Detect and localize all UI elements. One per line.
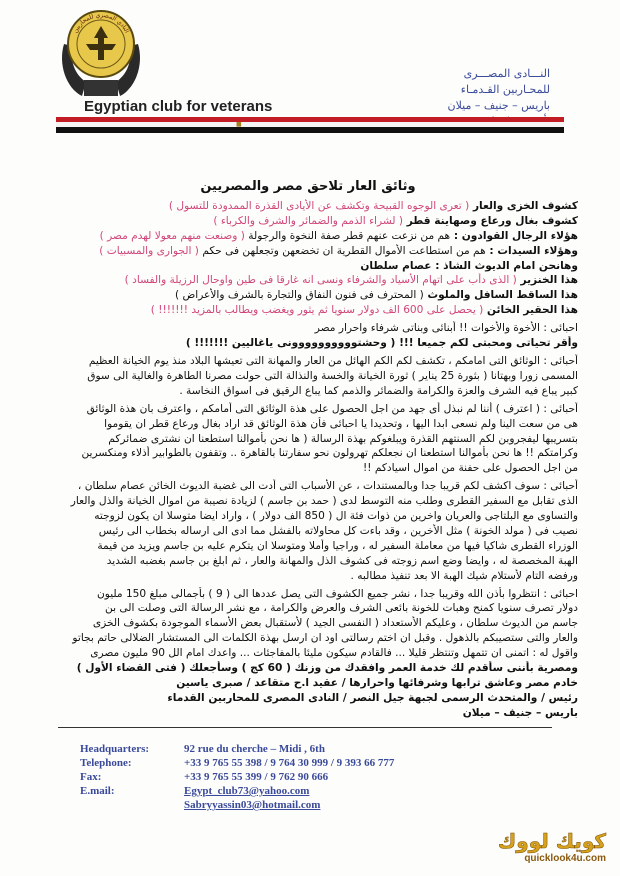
letter-line <box>38 446 578 461</box>
line-text: أحبائى : سوف اكشف لكم قريبا جدا وبالمستندات ، عن الأسباب التى أدت الى غضبة الديوث الخائن عصام سلطان ، <box>77 480 578 493</box>
line-text: وهانحن امام الديوث الشاذ : عصام سلطان <box>360 259 578 272</box>
highlighted-phrase: ( الجوارى والمسبيات ) <box>99 244 199 257</box>
highlighted-phrase: ( الذى دأب على اتهام الأسياد والشرفاء ونسى انه غارقا فى طين واوحال الرزيلة والفساد ) <box>124 274 517 287</box>
letter-line <box>38 432 578 447</box>
letter-line <box>38 336 578 351</box>
letter-line <box>38 601 578 616</box>
footer-telephone <box>80 756 500 770</box>
line-text: الذى تقابل مع السفير القطرى وطلب منه التوسط لدى ( حمد بن جاسم ) لزيادة نصيبة من اموال الخيانة والذل والعار <box>70 495 578 508</box>
line-text: رئيس / والمتحدث الرسمى لجبهة جيل النصر / النادى المصرى للمحاربين القدماء <box>167 691 578 704</box>
letter-line <box>38 494 578 509</box>
letter-line <box>38 214 578 229</box>
fax-label: Fax: <box>80 771 102 783</box>
line-text: هى من سعت الينا ولم نسعى ابدا اليها ، وتحديدا يا احبائى فأن هذة الوثائق قد اراد بغال ورعاع قطر ان يقوموا <box>104 417 578 430</box>
club-logo-emblem <box>56 4 146 102</box>
line-text: جاسم من الديوث سلطان ، وعليكم الأستعداد ( النفسى الجيد ) لأستقبال بعض الأسماء الموجودة بكشوف الخزى <box>92 617 578 630</box>
line-text: نصيب فى ( مولد الخونة ) مثل الأخرين ، وقد باءت كل محاولاته بالفشل مما ادى الى ارساله بخطاب الى رئيس <box>98 524 578 537</box>
watermark-url: quicklook4u.com <box>524 853 606 864</box>
letter-line <box>38 569 578 584</box>
line-text: هذا الحقير الخائن <box>483 304 578 317</box>
line-text: هم من استطاعت الأموال القطرية ان تخضعهن وتجعلهن فى حكم <box>198 244 486 257</box>
flag-eagle-icon: ■ <box>236 121 242 128</box>
flag-black-band <box>56 127 564 133</box>
logo-arc-text: النادي المصري للمحاربين <box>71 11 131 35</box>
line-text: كشوف بغال ورعاع وصهاينة قطر <box>403 214 578 227</box>
line-text: كبير يباع فيه الشرف والعزة والكرامة والضمائر والذمم كما يباع الرقيق فى اسواق النخاسة . <box>179 384 578 397</box>
line-text: والعار والتى ستصيبكم بالذهول . وقبل ان اختم رسالتى اود ان ارسل بهذة الكلمات الى المستشار الضلالى حاتم بجاتو <box>72 632 578 645</box>
letter-line <box>38 321 578 336</box>
letter-line <box>38 554 578 569</box>
letter-line <box>38 259 578 274</box>
email-label: E.mail: <box>80 785 115 797</box>
watermark <box>498 829 606 864</box>
highlighted-phrase: ( وصنعت منهم معولا لهدم مصر ) <box>99 229 245 242</box>
letter-title: وثائق العار تلاحق مصر والمصريين <box>200 179 416 194</box>
club-name-arabic-line1: النـــادى المصـــرى <box>463 67 550 80</box>
letter-line <box>38 229 578 244</box>
letter-line <box>38 273 578 288</box>
tel-label: Telephone: <box>80 757 132 769</box>
letter-line <box>38 417 578 432</box>
line-text: دولار تصرف سنويا كمنح وهبات للخونة بائعى الشرف والعرض والكرامة ، مع نشر الرسالة التى وصلت الى بن <box>105 602 578 615</box>
letter-line <box>38 539 578 554</box>
line-text: بتسريبها ليفجروبن لكم السنتهم القذرة ويبلغوكم بهذة الرسالة ( ها نحن بأموالنا استطعنا ان نشترى ضمائركم <box>108 432 578 445</box>
hq-label: Headquarters: <box>80 743 150 755</box>
line-text: والتساوى مع البلتاجى والعريان واخرين من ذوات فئة ال ( 850 الف دولار ) ، واراد ايضا متوسلا ان يكون لزوجته <box>94 510 578 523</box>
line-text: الوزراء القطرى شاكيا فيها من معاملة السفير له ، وراجيا وأملا ومتوسلا ان يتكرم عليه بن جاسم ويزيد من قيمة <box>97 539 578 552</box>
letter-line <box>38 461 578 476</box>
line-text: ( المحترف فى فنون النفاق والتجارة بالشرف والأعراض ) <box>174 289 424 302</box>
line-text: هذا الساقط السافل والملوث <box>423 289 578 302</box>
line-text: أحبائى : الوثائق التى امامكم ، تكشف لكم الكم الهائل من العار والمهانة التى تعيشها البلاد منذ يوم الخيانة العظيم <box>88 354 578 367</box>
letter-line <box>38 479 578 494</box>
footer-headquarters <box>80 742 500 756</box>
line-text: خادم مصر وعاشق ترابها وشرفائها واحرارها / عقيد ا.ح متقاعد / صبرى ياسين <box>176 677 578 689</box>
letter-line <box>38 631 578 646</box>
line-text: وهؤلاء السيدات : <box>485 244 578 257</box>
letter-line <box>38 661 578 676</box>
email-link-yahoo[interactable]: Egypt_club73@yahoo.com <box>184 785 310 797</box>
letter-line <box>38 303 578 318</box>
line-text: هم من نزعت عنهم قطر صفة النخوة والرجولة <box>244 229 451 242</box>
line-text: من اجل الحصول على حفنة من اموال اسيادكم !! <box>362 462 578 475</box>
tel-numbers: +33 9 765 55 398 / 9 764 30 999 / 9 393 66 777 <box>184 757 395 769</box>
letter-body <box>38 180 578 721</box>
letter-line <box>38 384 578 399</box>
line-text: أحبائى : ( اعترف ) أننا لم نبذل أى جهد من اجل الحصول على هذة الوثائق التى أمامكم ، واعترف بان هذة الوثائق <box>86 402 578 415</box>
letter-line <box>38 288 578 303</box>
letter-line <box>38 616 578 631</box>
letter-line <box>38 402 578 417</box>
footer-fax <box>80 770 500 784</box>
letter-line <box>38 706 578 721</box>
line-text: احبائى : انتظروا بأذن الله وقريبا جدا ، نشر جميع الكشوف التى يصل عددها الى ( 9 ) بأجمالى مبلغ 150 مليون <box>96 587 578 600</box>
line-text: هؤلاء الرجال القوادون : <box>450 229 578 242</box>
letter-line <box>38 369 578 384</box>
letter-line <box>38 244 578 259</box>
flag-white-band <box>56 122 564 127</box>
letter-line <box>38 691 578 706</box>
club-locations: باريس – جنيف – ميلان <box>447 99 550 112</box>
club-name-english: Egyptian club for veterans <box>84 98 273 115</box>
line-text: ورفضه التام لأستلام شيك الهبة الا بعد تنفيذ مطالبه . <box>350 569 578 582</box>
line-text: احبائى : الأخوة والأخوات !! أبنائى وبناتى شرفاء واحرار مصر <box>314 322 578 335</box>
line-text: وكرامتكم !! ها نحن بأموالنا استطعنا ان نجعلكم تهرولون نحو سفارتنا بالقاهرة .. وتقفون بالطوابير أذلاء ومنكسرين <box>81 447 578 460</box>
line-text: واقول له : اتمنى ان تتمهل وتنتظر قليلا ... فالقادم سيكون مليئا بالمفاجئات ... واعدك امام الل 90 مليون مصرى <box>90 647 578 660</box>
letter-line <box>38 509 578 524</box>
contact-footer <box>80 742 500 812</box>
highlighted-phrase: ( تعرى الوجوه القبيحة وتكشف عن الأيادى القذرة الممدودة للتسول ) <box>168 199 470 212</box>
letter-line <box>38 587 578 602</box>
email-link-hotmail[interactable]: Sabryyassin03@hotmail.com <box>184 799 321 811</box>
hq-address: 92 rue du cherche – Midi , 6th <box>184 743 325 755</box>
line-text: ومصرية بأننى سأقدم لك خدمة العمر وافقدك من وزنك ( 60 كج ) وسأجعلك ( فتى القضاء الأول ) <box>76 662 578 675</box>
line-text: باريس – جنيف – ميلان <box>462 706 578 719</box>
footer-email <box>80 784 500 798</box>
line-text: هذا الخنزير <box>516 274 578 287</box>
letter-lines <box>38 199 578 721</box>
fax-numbers: +33 9 765 55 399 / 9 762 90 666 <box>184 771 329 783</box>
footer-divider <box>58 727 552 728</box>
line-text: المسمى زورا وبهتانا ( بثورة 25 يناير ) ثورة الخيانة والخسة والنذالة التى حولت مصرنا الطاهرة والغالية الى سوق <box>87 369 578 382</box>
watermark-arabic: كويك لووك <box>497 829 606 853</box>
highlighted-phrase: ( يحصل على 600 الف دولار سنويا ثم يثور ويغضب ويطالب بالمزيد !!!!!!! ) <box>150 304 484 317</box>
letter-line <box>38 676 578 691</box>
line-text: الهبة المخصصة له ، وايضا وضع اسم زوجته فى كشوف الذل والمهانة والعار ، ثم ابلغ بن جاسم بغضبه الشديد <box>106 554 578 567</box>
letter-line <box>38 524 578 539</box>
egypt-flag-strip <box>56 117 564 133</box>
highlighted-phrase: ( لشراء الذمم والضمائر والشرف والكرباء ) <box>213 214 404 227</box>
letter-line <box>38 199 578 214</box>
footer-email-2 <box>80 798 500 812</box>
letter-line <box>38 646 578 661</box>
club-name-arabic-line2: للمحـاربين القـدمـاء <box>460 83 550 96</box>
line-text: وأقر تحياتى ومحبتى لكم جميعا !!! ( وحشتوووووووووونى ياغاليين !!!!!!! ) <box>185 337 578 350</box>
line-text: كشوف الخزى والعار <box>469 199 578 212</box>
letter-line <box>38 354 578 369</box>
